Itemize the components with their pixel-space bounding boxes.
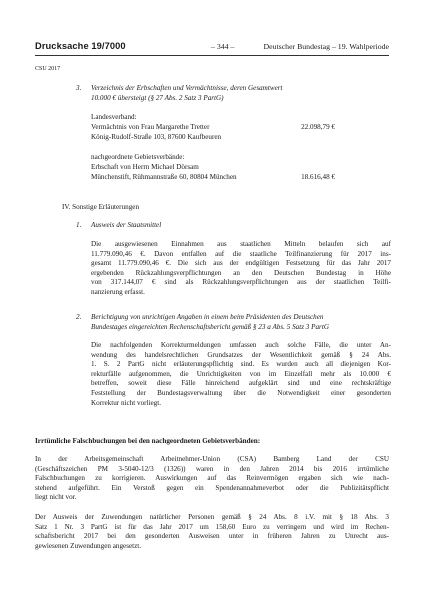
section3-number: 3.	[76, 84, 82, 92]
text-line: gesamt 11.779.090,46 €. Die sich aus der endgültigen Festsetzung für das Jahr 2017	[91, 259, 391, 268]
page-number: – 344 –	[211, 42, 235, 51]
item1-number: 1.	[76, 221, 82, 229]
landesverband-amount: 22.098,79 €	[301, 123, 335, 131]
text-line: ergebenden Rückzahlungsverpflichtungen an den Deutschen Bundestag in Höhe	[91, 268, 391, 277]
item2-number: 2.	[76, 313, 82, 321]
section3-title-line1: Verzeichnis der Erbschaften und Vermächtnisse, deren Gesamtwert	[91, 84, 283, 92]
text-line: Die ausgewiesenen Einnahmen aus staatlichen Mitteln belaufen sich auf	[91, 240, 391, 248]
gebiet-line1: Erbschaft von Herrn Michael Dörsam	[91, 163, 199, 171]
gebiet-amount: 18.616,48 €	[301, 173, 335, 181]
gebiet-line2: Münchenstift, Rühmannstraße 60, 80804 München	[91, 173, 237, 181]
item1-title: Ausweis der Staatsmittel	[91, 221, 162, 229]
falsch-heading: Irrtümliche Falschbuchungen bei den nachgeordneten Gebietsverbänden:	[35, 437, 261, 445]
item1-body	[91, 240, 391, 298]
text-line: stehend aufgeführt. Ein Verstoß gegen ein Spendenannahmeverbot oder die Publizitätspflicht	[35, 483, 389, 492]
landesverband-label: Landesverband:	[91, 113, 137, 121]
header-rule	[35, 55, 389, 56]
landesverband-line2: König-Rudolf-Straße 103, 87600 Kaufbeuren	[91, 133, 222, 141]
text-line: Die nachfolgenden Korrekturmeldungen umfassen auch solche Fälle, die unter An-	[91, 341, 391, 349]
text-line: Satz 1 Nr. 3 PartG ist für das Jahr 2017 um 158,60 Euro zu verringern und wird im Rechen-	[35, 522, 389, 531]
text-line: Korrektur nicht vorliegt.	[91, 398, 161, 407]
text-line: gewiesenen Zuwendungen angesetzt.	[35, 541, 142, 550]
text-line: schaftsbericht 2017 bei den gesonderten Ausweisen unter in früheren Jahren zu Unrecht aus-	[35, 532, 389, 541]
legislature-label: Deutscher Bundestag – 19. Wahlperiode	[263, 42, 389, 51]
text-line: rekturfälle aufgenommen, die Unrichtigkeiten von im Einzelfall mehr als 10.000 €	[91, 369, 391, 378]
item2-title-line2: Bundestages eingereichten Rechenschaftsbericht gemäß § 23 a Abs. 5 Satz 3 PartG	[91, 323, 329, 331]
item2-body	[91, 341, 391, 408]
text-line: 1. S. 2 PartG nicht erläuterungspflichtig sind. Es wurden auch all diejenigen Kor-	[91, 360, 391, 369]
text-line: liegt nicht vor.	[35, 493, 77, 502]
text-line: Der Ausweis der Zuwendungen natürlicher Personen gemäß § 24 Abs. 8 i.V. mit § 18 Abs. 3	[35, 513, 389, 521]
landesverband-line1: Vermächtnis von Frau Margarethe Tretter	[91, 123, 210, 131]
text-line: betreffen, soweit diese Fälle hinreichend aufgeklärt sind und eine rechtskräftige	[91, 379, 391, 388]
falsch-para1	[35, 455, 389, 503]
text-line: 11.779.090,46 €. Davon entfallen auf die staatliche Teilfinanzierung für 2017 ins-	[91, 249, 391, 258]
text-line: In der Arbeitsgemeinschaft Arbeitnehmer-Union (CSA) Bamberg Land der CSU	[35, 455, 389, 463]
falsch-para2	[35, 513, 389, 551]
item2-title-line1: Berichtigung von unrichtigen Angaben in einem beim Präsidenten des Deutschen	[91, 313, 324, 321]
party-label: CSU 2017	[35, 66, 61, 72]
section4-heading: IV. Sonstige Erläuterungen	[62, 203, 140, 211]
text-line: Feststellung der Bundestagsverwaltung über die Notwendigkeit einer gesonderten	[91, 388, 391, 397]
section3-title-line2: 10.000 € übersteigt (§ 27 Abs. 2 Satz 3 PartG)	[91, 94, 224, 102]
document-label: Drucksache 19/7000	[35, 41, 126, 51]
text-line: wendung des handelsrechtlichen Grundsatzes der Wesentlichkeit gemäß § 24 Abs.	[91, 350, 391, 359]
page-header	[35, 41, 389, 55]
text-line: Falschbuchungen zu korrigieren. Auswirkungen auf das Reinvermögen ergaben sich wie nach-	[35, 474, 389, 483]
text-line: (Geschäftszeichen PM 3-5040-12/3 (1326)) waren in den Jahren 2014 bis 2016 irrtümliche	[35, 464, 389, 473]
text-line: nanzierung erfasst.	[91, 287, 145, 296]
text-line: von 317.144,07 € sind als Rückzahlungsverpflichtungen aus der staatlichen Teilfi-	[91, 278, 391, 287]
gebiet-label: nachgeordnete Gebietsverbände:	[91, 153, 185, 161]
